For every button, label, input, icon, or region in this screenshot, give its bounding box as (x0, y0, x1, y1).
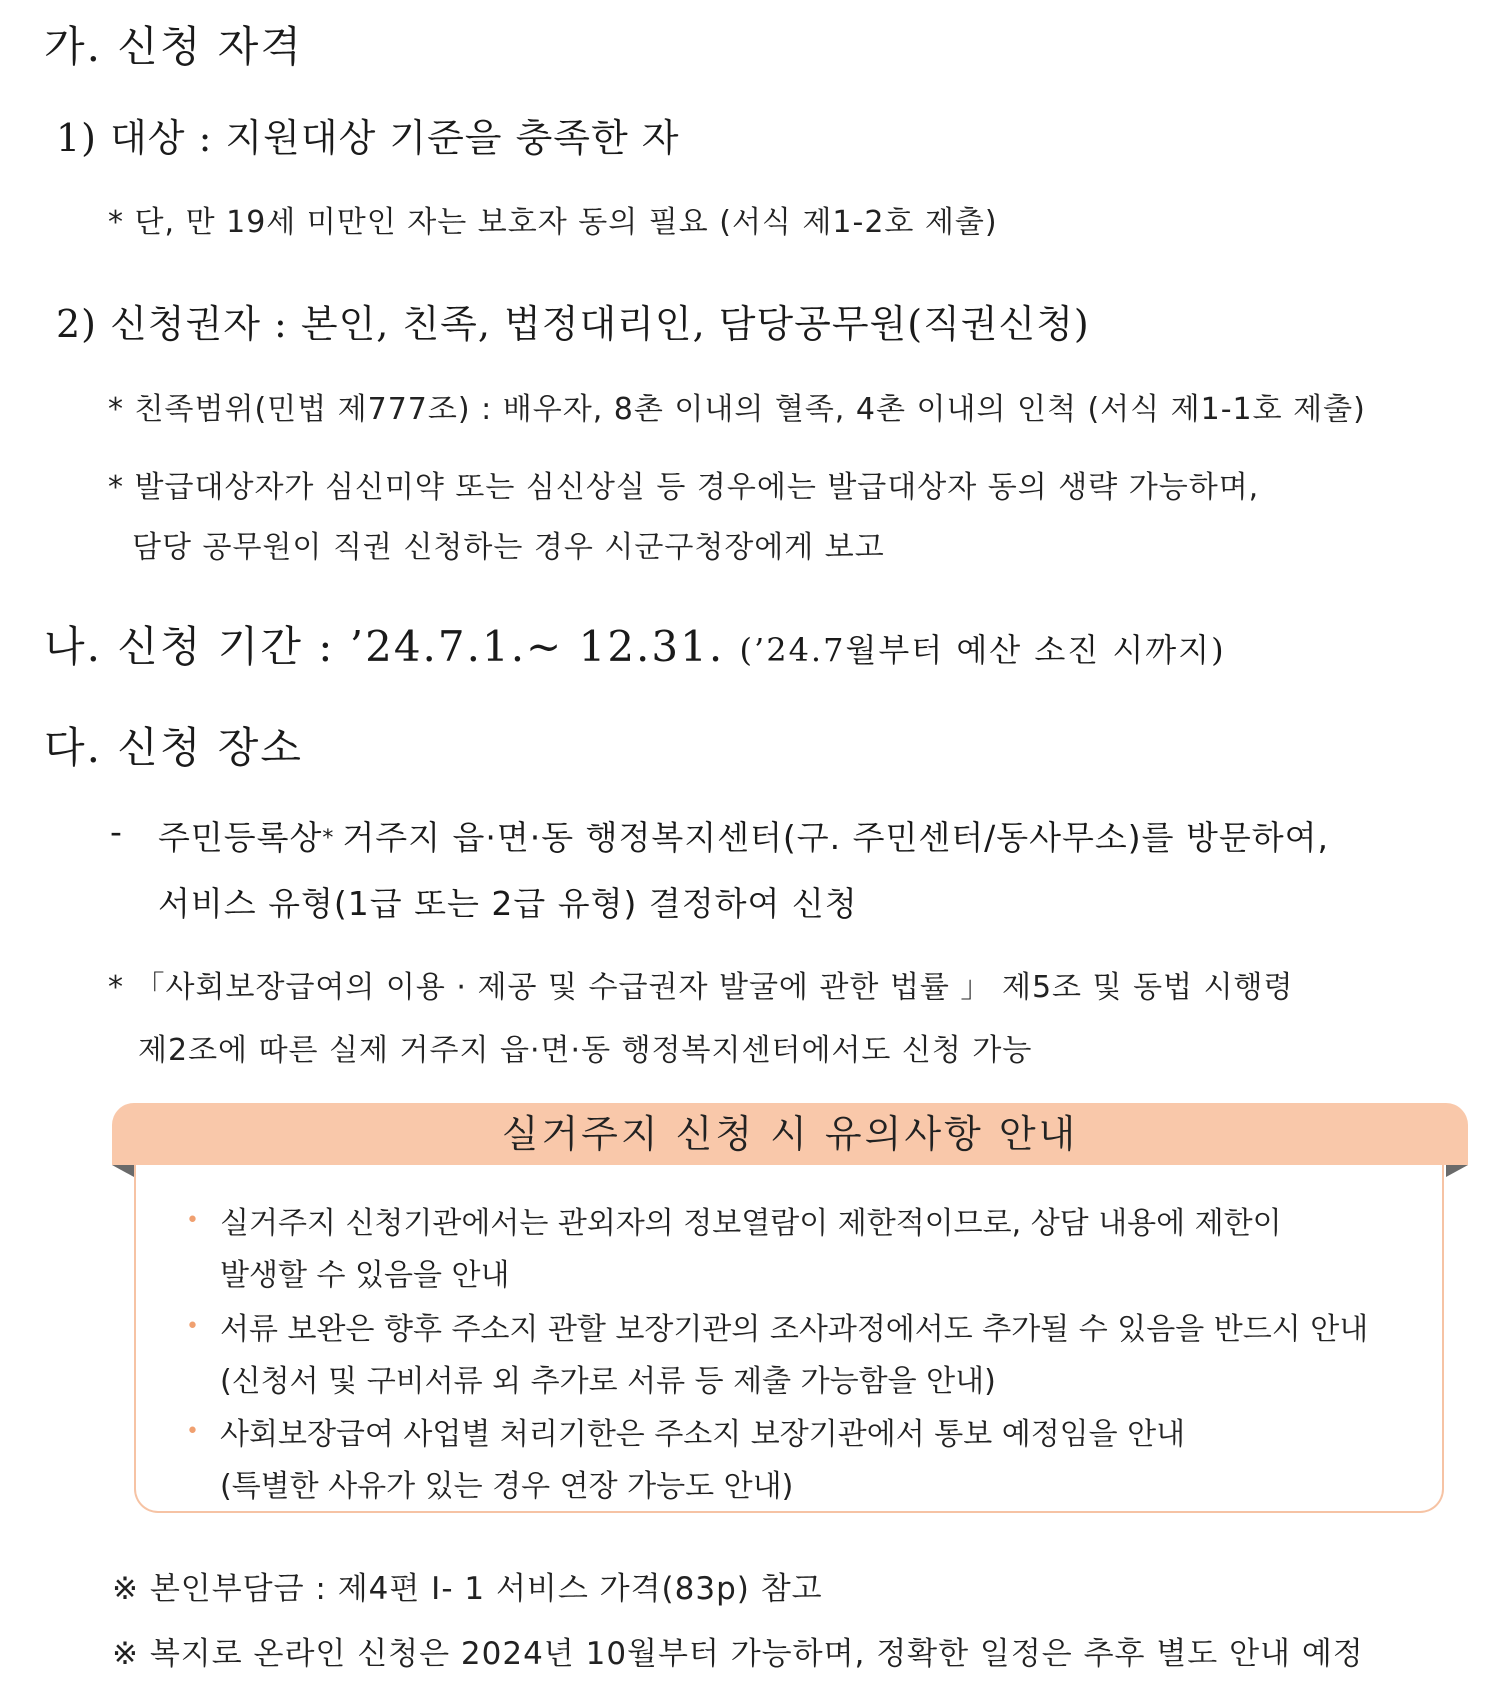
item-1-target: 1) 대상 : 지원대상 기준을 충족한 자 (56, 116, 680, 160)
notice-item-2-line2: (신청서 및 구비서류 외 추가로 서류 등 제출 가능함을 안내) (220, 1364, 996, 1399)
section-title-da: 다. 신청 장소 (44, 723, 303, 772)
section-title-ga: 가. 신청 자격 (44, 22, 303, 71)
section-title-na: 나. 신청 기간 : ’24.7.1.~ 12.31. (44, 622, 725, 671)
notice-item-3-line2: (특별한 사유가 있는 경우 연장 가능도 안내) (220, 1469, 794, 1504)
place-resident-registration: 주민등록상 (158, 818, 323, 857)
asterisk-mark: * (322, 826, 335, 851)
place-line-2: 서비스 유형(1급 또는 2급 유형) 결정하여 신청 (158, 884, 858, 923)
notice-box-title: 실거주지 신청 시 유의사항 안내 (501, 1112, 1079, 1156)
bullet-icon: • (186, 1208, 199, 1233)
notice-item-2-line1: 서류 보완은 향후 주소지 관할 보장기관의 조사과정에서도 추가될 수 있음을 반드시 안내 (220, 1312, 1369, 1347)
period-subnote: (’24.7월부터 예산 소진 시까지) (739, 631, 1226, 669)
item-2-applicant: 2) 신청권자 : 본인, 친족, 법정대리인, 담당공무원(직권신청) (56, 302, 1090, 346)
bullet-icon: • (186, 1419, 199, 1444)
notice-item-1-line1: 실거주지 신청기관에서는 관외자의 정보열람이 제한적이므로, 상담 내용에 제한이 (220, 1206, 1282, 1241)
notice-item-3-line1: 사회보장급여 사업별 처리기한은 주소지 보장기관에서 통보 예정임을 안내 (220, 1417, 1186, 1452)
dash-marker: - (110, 812, 123, 851)
notice-item-1-line2: 발생할 수 있음을 안내 (220, 1258, 510, 1293)
fold-corner-right (1446, 1165, 1468, 1177)
footer-note-online: ※ 복지로 온라인 신청은 2024년 10월부터 가능하며, 정확한 일정은 추후 별도 안내 예정 (112, 1636, 1364, 1672)
place-note-line2: 제2조에 따른 실제 거주지 읍·면·동 행정복지센터에서도 신청 가능 (138, 1033, 1033, 1068)
item-2-note-consent-line2: 담당 공무원이 직권 신청하는 경우 시군구청장에게 보고 (132, 530, 885, 565)
item-2-note-consent-line1: * 발급대상자가 심신미약 또는 심신상실 등 경우에는 발급대상자 동의 생략 가능하며, (108, 470, 1260, 505)
footer-note-copayment: ※ 본인부담금 : 제4편 Ⅰ- 1 서비스 가격(83p) 참고 (112, 1571, 823, 1607)
place-line-1-rest: 거주지 읍·면·동 행정복지센터(구. 주민센터/동사무소)를 방문하여, (342, 818, 1330, 857)
item-1-note: * 단, 만 19세 미만인 자는 보호자 동의 필요 (서식 제1-2호 제출) (108, 205, 998, 240)
item-2-note-kinship: * 친족범위(민법 제777조) : 배우자, 8촌 이내의 혈족, 4촌 이내의 인척 (서식 제1-1호 제출) (108, 392, 1366, 427)
place-line-1 (158, 812, 1329, 859)
fold-corner-left (112, 1165, 134, 1177)
section-period (44, 614, 1226, 674)
bullet-icon: • (186, 1314, 199, 1339)
place-note-line1: * 「사회보장급여의 이용 · 제공 및 수급권자 발굴에 관한 법률 」 제5조 및 동법 시행령 (108, 970, 1294, 1005)
